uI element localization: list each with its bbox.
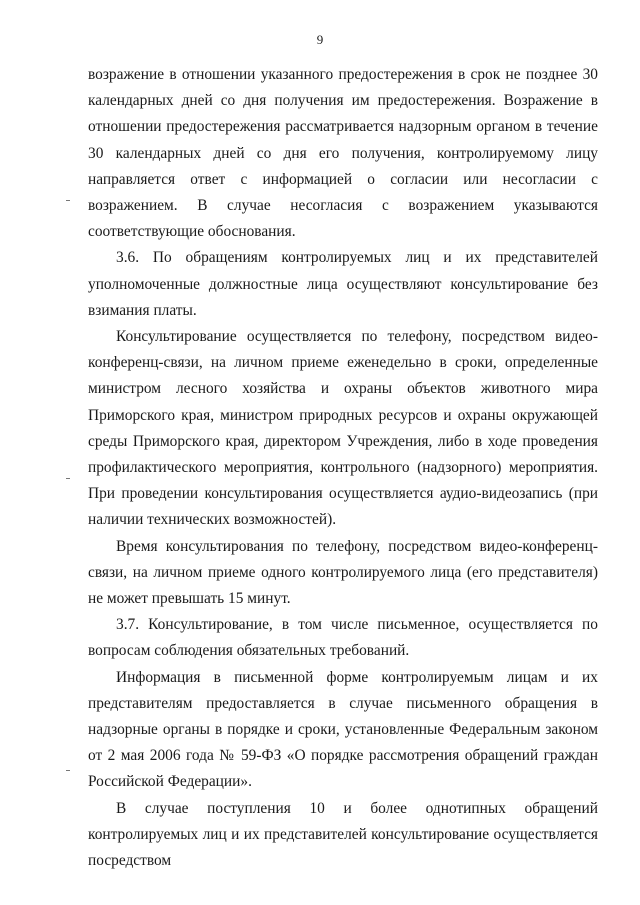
- paragraph-consulting-methods: Консультирование осуществляется по телефону, посредством видео-конференц-связи, на личном приеме еженедельно в сроки, определенные министром лесного хозяйства и охраны объектов животного мира Приморского края, министром природных ресурсов и охраны окружающей среды Приморского края, директором Учреждения, либо в ходе проведения профилактического мероприятия, контрольного (надзорного) мероприятия. При проведении консультирования осуществляется аудио-видеозапись (при наличии технических возможностей).: [88, 328, 598, 529]
- paragraph-multiple-requests: В случае поступления 10 и более однотипных обращений контролируемых лиц и их представителей консультирование осуществляется посредством: [88, 799, 598, 870]
- paragraph-objection-continuation: возражение в отношении указанного предостережения в срок не позднее 30 календарных дней со дня получения им предостережения. Возражение в отношении предостережения рассматривается надзорным органом в течение 30 календарных дней со дня его получения, контролируемому лицу направляется ответ с информацией о согласии или несогласии с возражением. В случае несогласия с возражением указываются соответствующие обоснования.: [88, 66, 598, 241]
- document-body: [88, 62, 598, 874]
- paragraph-written-information: Информация в письменной форме контролируемым лицам и их представителям предоставляется в случае письменного обращения в надзорные органы в порядке и сроки, установленные Федеральным законом от 2 мая 2006 года № 59-ФЗ «О порядке рассмотрения обращений граждан Российской Федерации».: [88, 668, 598, 791]
- margin-mark: [66, 478, 70, 479]
- paragraph-3-6: 3.6. По обращениям контролируемых лиц и их представителей уполномоченные должностные лица осуществляют консультирование без взимания платы.: [88, 249, 598, 319]
- paragraph-3-7: 3.7. Консультирование, в том числе письменное, осуществляется по вопросам соблюдения обязательных требований.: [88, 616, 598, 660]
- margin-mark: [66, 200, 70, 201]
- page-number: 9: [316, 32, 324, 47]
- paragraph-consulting-time: Время консультирования по телефону, посредством видео-конференц-связи, на личном приеме одного контролируемого лица (его представителя) не может превышать 15 минут.: [88, 537, 598, 608]
- margin-mark: [66, 770, 70, 771]
